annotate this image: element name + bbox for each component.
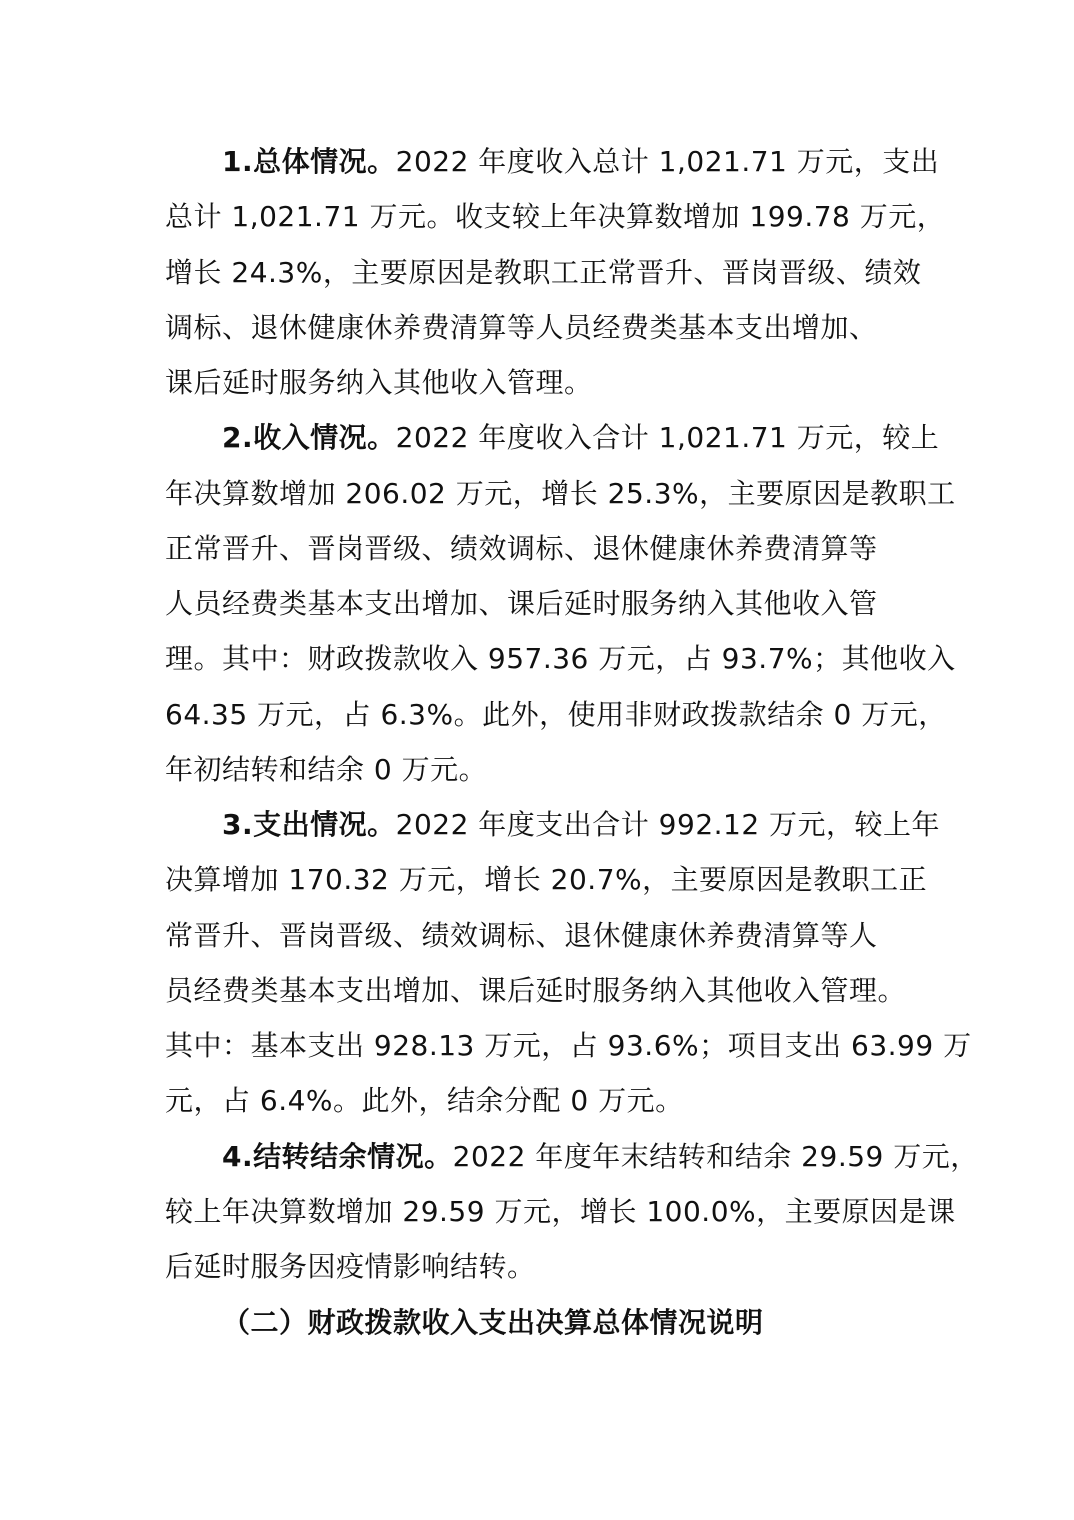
paragraph-3-line-1 bbox=[222, 808, 940, 842]
section-2-text: 2022 年度收入合计 1,021.71 万元，较上 bbox=[395, 421, 940, 454]
paragraph-1-line-5: 课后延时服务纳入其他收入管理。 bbox=[165, 366, 593, 399]
subheading-fiscal-appropriation: （二）财政拨款收入支出决算总体情况说明 bbox=[222, 1306, 764, 1339]
paragraph-3-line-6: 元，占 6.4%。此外，结余分配 0 万元。 bbox=[165, 1084, 684, 1117]
paragraph-1-line-1 bbox=[222, 145, 939, 179]
paragraph-2-line-7: 年初结转和结余 0 万元。 bbox=[165, 753, 488, 786]
paragraph-3-line-3: 常晋升、晋岗晋级、绩效调标、退休健康休养费清算等人 bbox=[165, 919, 878, 952]
paragraph-4-line-1 bbox=[222, 1140, 979, 1174]
paragraph-3-line-5: 其中：基本支出 928.13 万元，占 93.6%；项目支出 63.99 万 bbox=[165, 1029, 972, 1062]
section-4-heading: 4.结转结余情况。 bbox=[222, 1140, 453, 1173]
paragraph-3-line-4: 员经费类基本支出增加、课后延时服务纳入其他收入管理。 bbox=[165, 974, 907, 1007]
paragraph-2-line-2: 年决算数增加 206.02 万元，增长 25.3%，主要原因是教职工 bbox=[165, 477, 956, 510]
paragraph-4-line-2: 较上年决算数增加 29.59 万元，增长 100.0%，主要原因是课 bbox=[165, 1195, 956, 1228]
paragraph-2-line-1 bbox=[222, 421, 939, 455]
paragraph-1-line-2: 总计 1,021.71 万元。收支较上年决算数增加 199.78 万元， bbox=[165, 200, 946, 233]
section-3-text: 2022 年度支出合计 992.12 万元，较上年 bbox=[395, 808, 941, 841]
section-3-heading: 3.支出情况。 bbox=[222, 808, 396, 841]
section-4-text: 2022 年度年末结转和结余 29.59 万元， bbox=[452, 1140, 979, 1173]
paragraph-1-line-3: 增长 24.3%，主要原因是教职工正常晋升、晋岗晋级、绩效 bbox=[165, 256, 922, 289]
paragraph-3-line-2: 决算增加 170.32 万元，增长 20.7%，主要原因是教职工正 bbox=[165, 863, 928, 896]
paragraph-1-line-4: 调标、退休健康休养费清算等人员经费类基本支出增加、 bbox=[165, 311, 878, 344]
paragraph-2-line-4: 人员经费类基本支出增加、课后延时服务纳入其他收入管 bbox=[165, 587, 878, 620]
section-1-text: 2022 年度收入总计 1,021.71 万元，支出 bbox=[395, 145, 940, 178]
section-1-heading: 1.总体情况。 bbox=[222, 145, 396, 178]
section-2-heading: 2.收入情况。 bbox=[222, 421, 396, 454]
paragraph-4-line-3: 后延时服务因疫情影响结转。 bbox=[165, 1250, 536, 1283]
paragraph-2-line-6: 64.35 万元，占 6.3%。此外，使用非财政拨款结余 0 万元， bbox=[165, 698, 947, 731]
paragraph-2-line-5: 理。其中：财政拨款收入 957.36 万元，占 93.7%；其他收入 bbox=[165, 642, 956, 675]
paragraph-2-line-3: 正常晋升、晋岗晋级、绩效调标、退休健康休养费清算等 bbox=[165, 532, 878, 565]
